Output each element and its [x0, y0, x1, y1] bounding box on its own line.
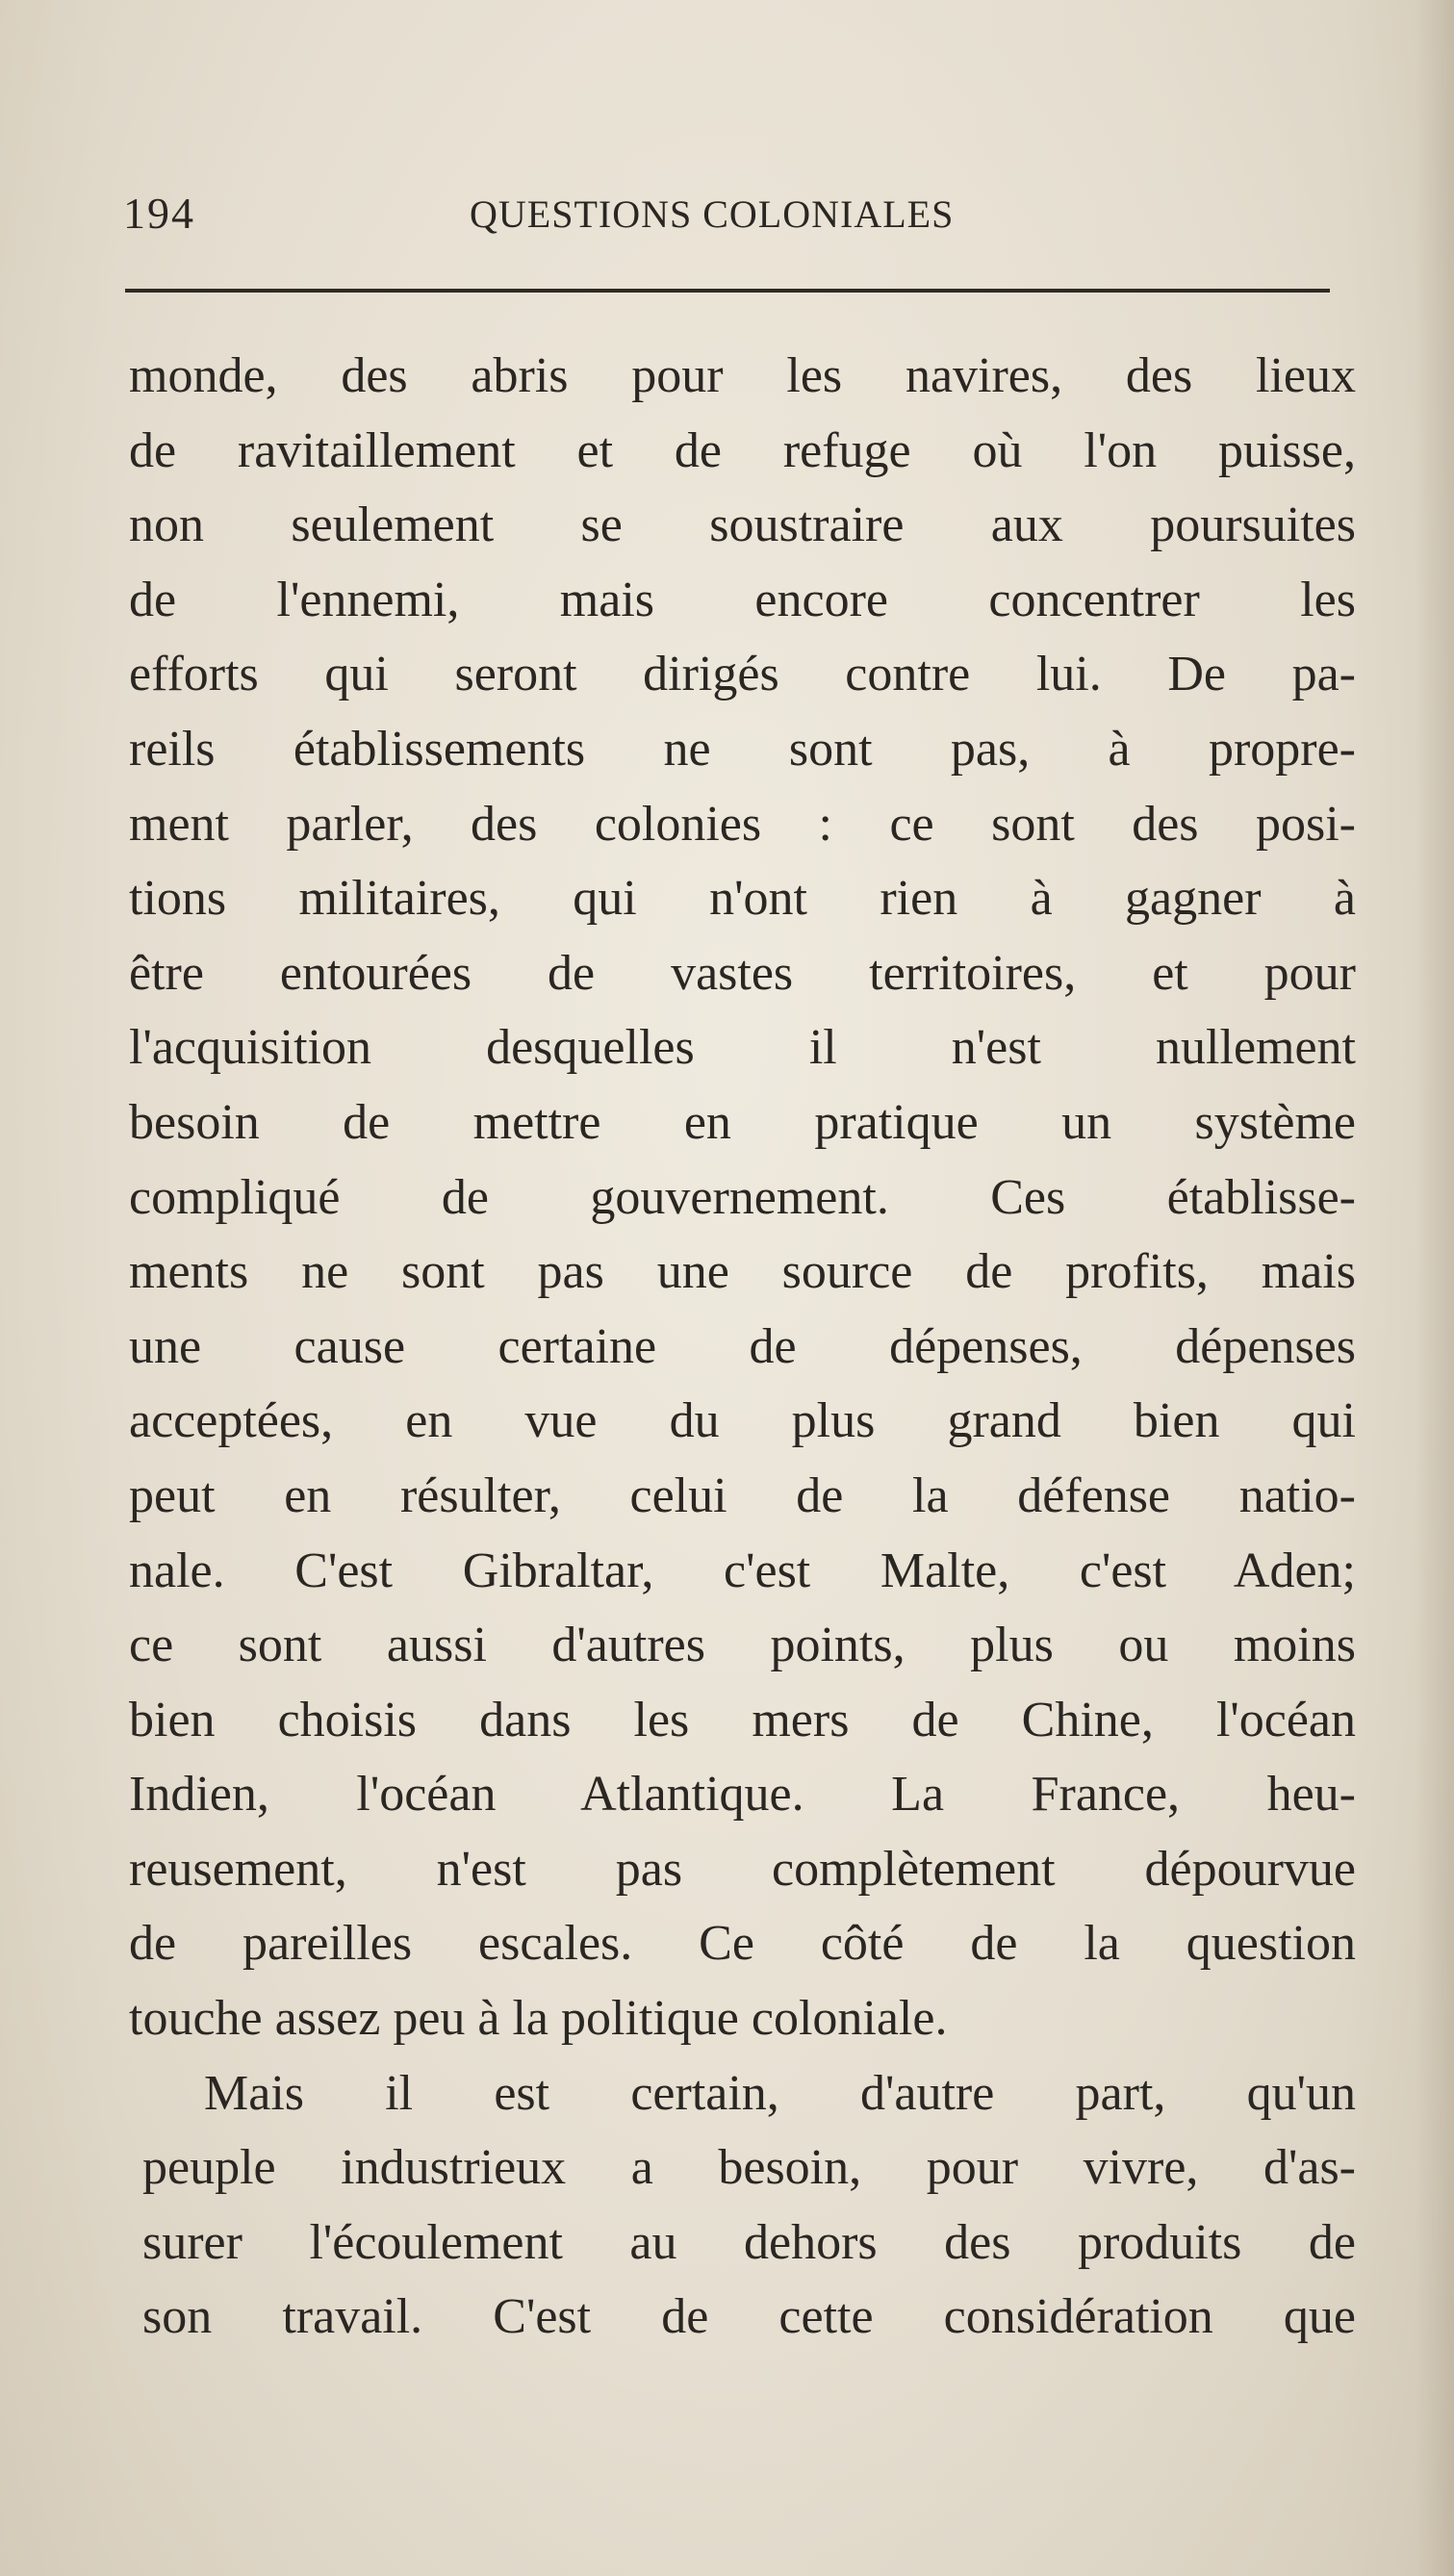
header-rule — [125, 289, 1330, 293]
text-line: besoin de mettre en pratique un système — [129, 1094, 1356, 1150]
body-text — [129, 339, 1356, 2355]
text-line: non seulement se soustraire aux poursuites — [129, 497, 1356, 553]
text-line: ce sont aussi d'autres points, plus ou moins — [129, 1618, 1356, 1673]
text-line: bien choisis dans les mers de Chine, l'océan — [129, 1692, 1356, 1747]
text-line: ments ne sont pas une source de profits, mais — [129, 1244, 1356, 1300]
text-line: nale. C'est Gibraltar, c'est Malte, c'est Aden; — [129, 1543, 1356, 1598]
text-line: peut en résulter, celui de la défense natio- — [129, 1467, 1356, 1523]
text-line: monde, des abris pour les navires, des lieux — [129, 348, 1356, 403]
text-line: tions militaires, qui n'ont rien à gagner à — [129, 871, 1356, 927]
text-line: son travail. C'est de cette considération que — [142, 2289, 1356, 2345]
text-line: reils établissements ne sont pas, à propre- — [129, 721, 1356, 777]
text-line: efforts qui seront dirigés contre lui. De pa- — [129, 647, 1356, 702]
page-header — [123, 188, 1330, 255]
running-title: QUESTIONS COLONIALES — [470, 192, 955, 236]
text-line: de ravitaillement et de refuge où l'on puisse, — [129, 422, 1356, 478]
page-number: 194 — [123, 189, 195, 238]
text-line: surer l'écoulement au dehors des produits de — [142, 2214, 1356, 2270]
text-line: compliqué de gouvernement. Ces établisse- — [129, 1169, 1356, 1225]
text-line: ment parler, des colonies : ce sont des posi- — [129, 796, 1356, 852]
text-line: être entourées de vastes territoires, et pour — [129, 945, 1356, 1001]
text-line: Indien, l'océan Atlantique. La France, heu- — [129, 1767, 1356, 1823]
text-line: une cause certaine de dépenses, dépenses — [129, 1318, 1356, 1374]
text-line: touche assez peu à la politique coloniale. — [129, 1991, 948, 2047]
text-line: reusement, n'est pas complètement dépourvue — [129, 1841, 1356, 1897]
text-line: de l'ennemi, mais encore concentrer les — [129, 572, 1356, 627]
paragraph-first-line: Mais il est certain, d'autre part, qu'un — [204, 2065, 1356, 2121]
text-line: de pareilles escales. Ce côté de la question — [129, 1916, 1356, 1972]
text-line: peuple industrieux a besoin, pour vivre, d'as- — [142, 2140, 1356, 2196]
text-line: l'acquisition desquelles il n'est nullement — [129, 1020, 1356, 1076]
text-line: acceptées, en vue du plus grand bien qui — [129, 1393, 1356, 1449]
